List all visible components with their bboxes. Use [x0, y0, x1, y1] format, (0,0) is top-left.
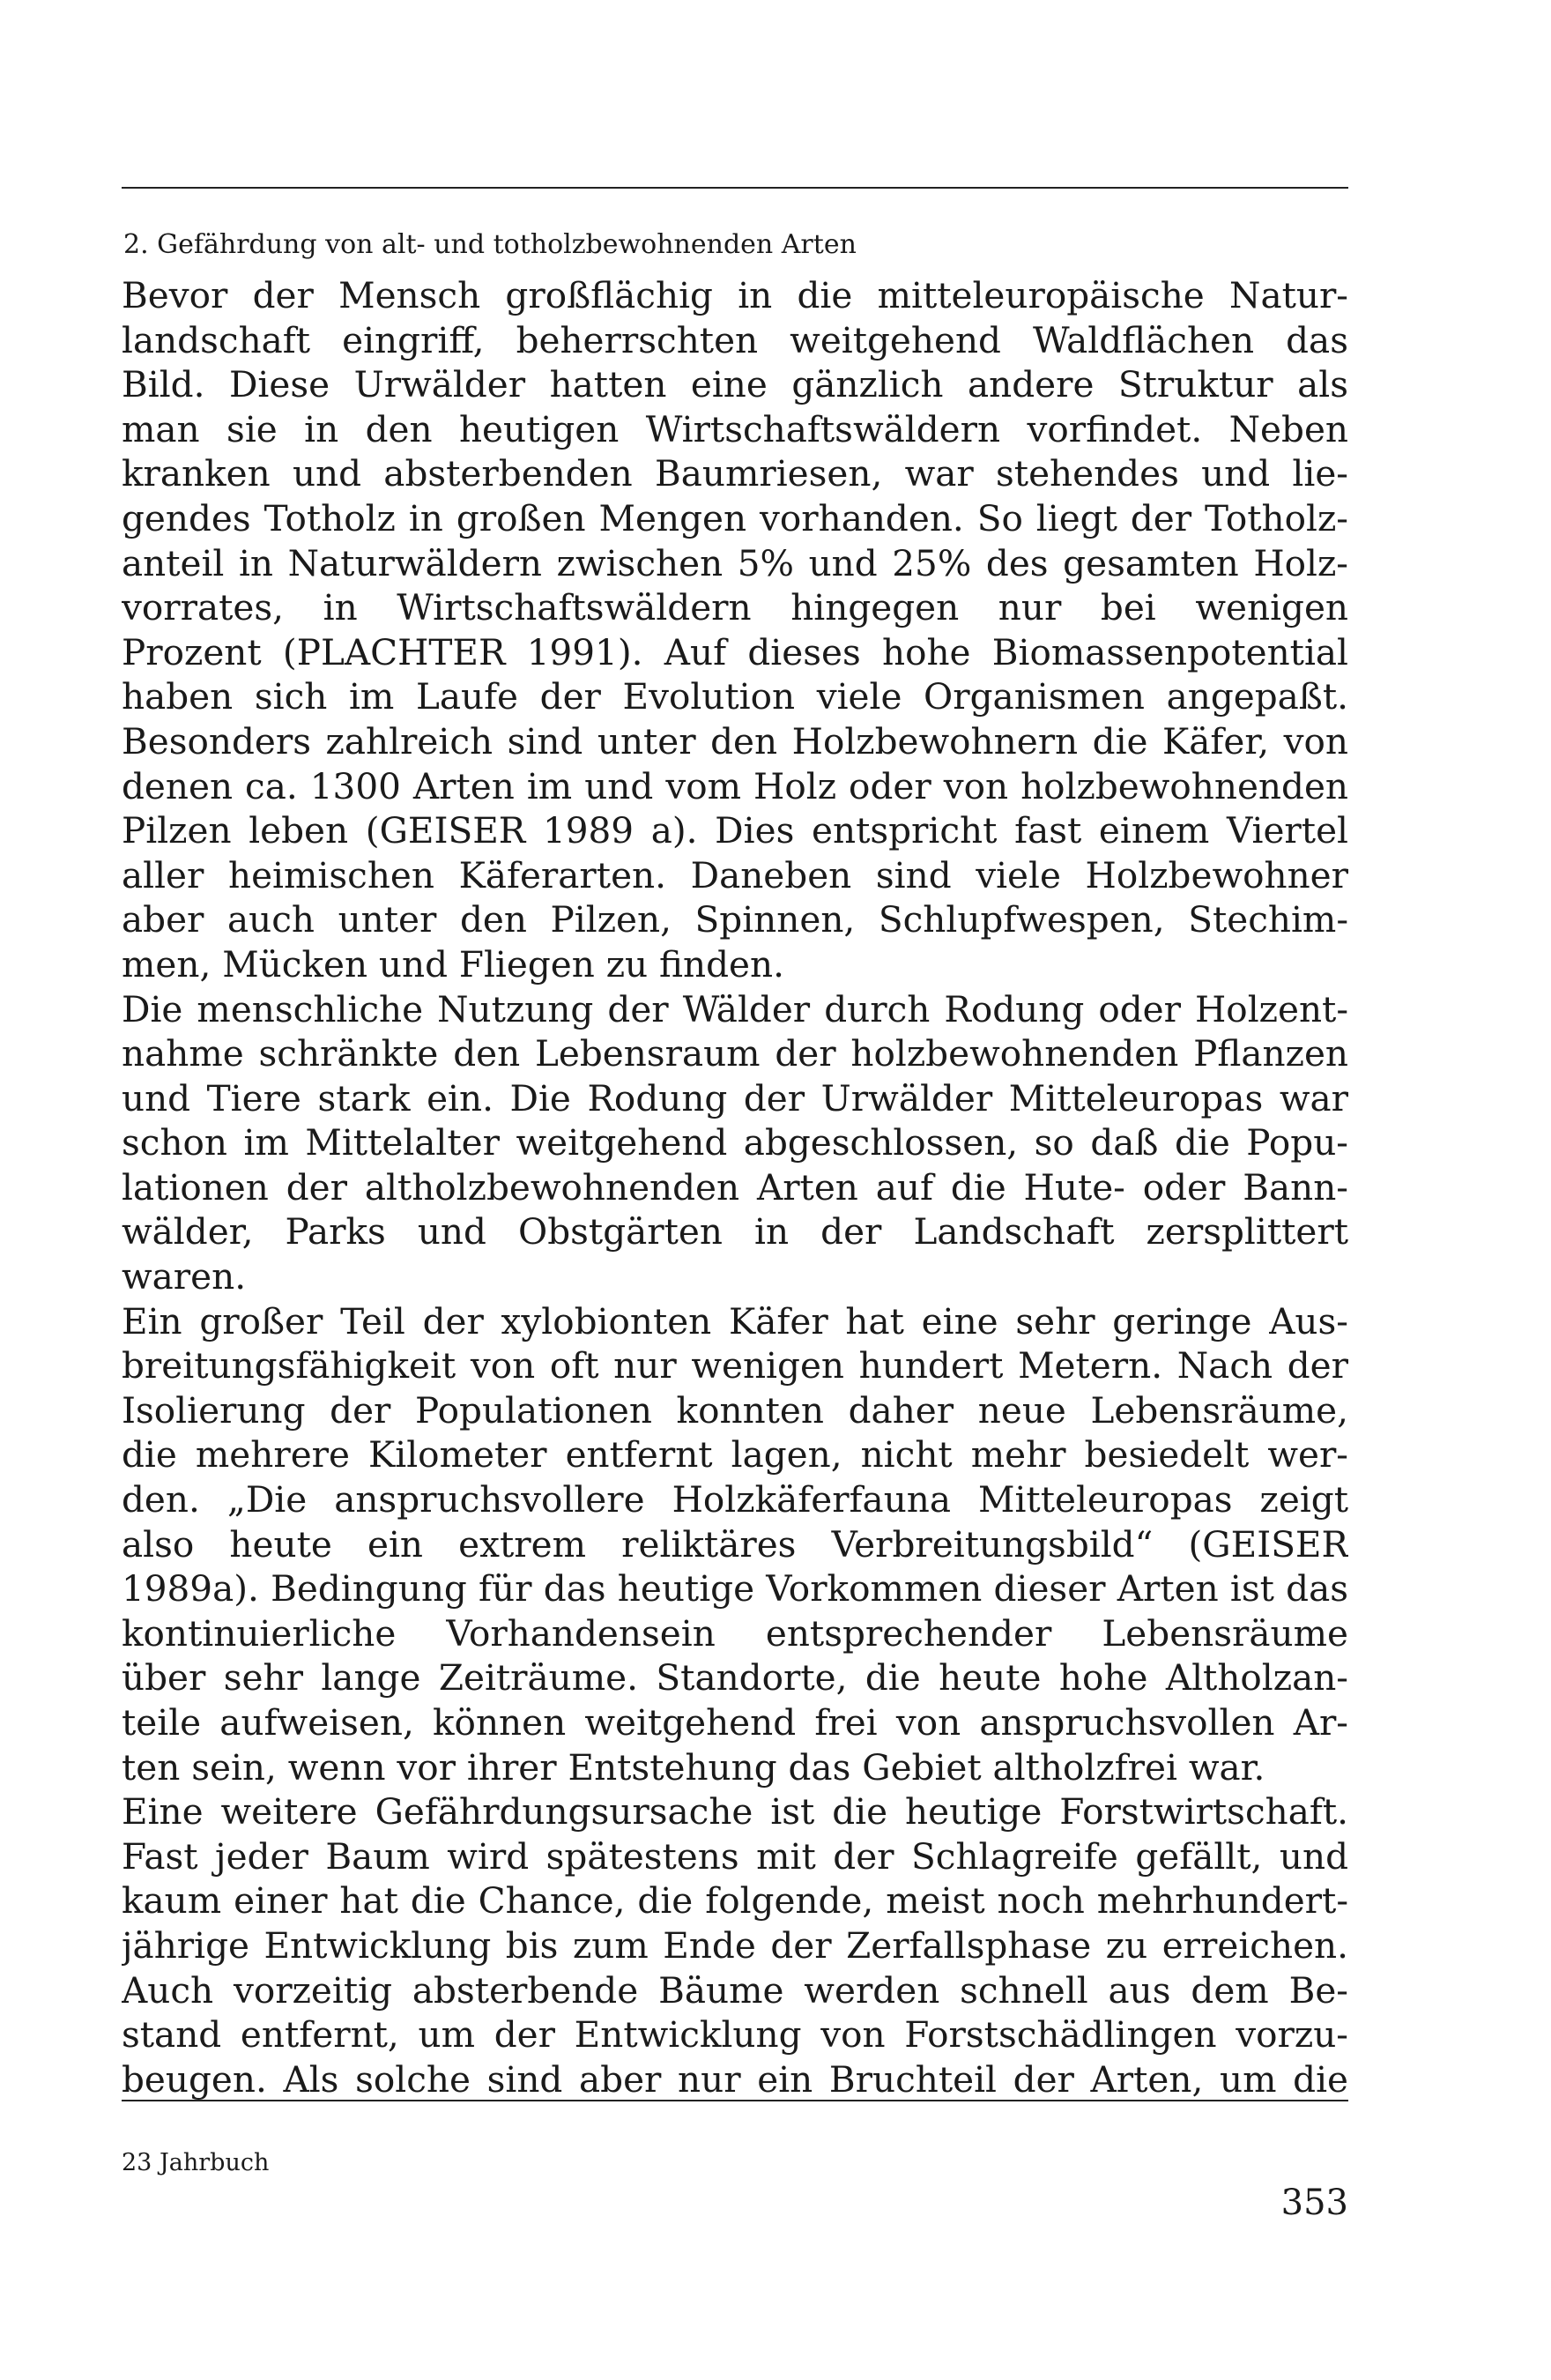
text-line: schon im Mittelalter weitgehend abgeschlossen, so daß die Popu-	[122, 1121, 1348, 1164]
body-text	[122, 273, 1348, 2101]
text-line: Ein großer Teil der xylobionten Käfer hat eine sehr geringe Aus-	[122, 1299, 1348, 1342]
text-line: stand entfernt, um der Entwicklung von Forstschädlingen vorzu-	[122, 2013, 1348, 2056]
text-line: landschaft eingriff, beherrschten weitgehend Waldflächen das	[122, 318, 1348, 361]
text-line: Bevor der Mensch großflächig in die mitteleuropäische Natur-	[122, 274, 1348, 316]
signature-mark: 23 Jahrbuch	[122, 2149, 270, 2176]
text-line: den. „Die anspruchsvollere Holzkäferfauna Mitteleuropas zeigt	[122, 1478, 1348, 1521]
text-line: anteil in Naturwäldern zwischen 5% und 25% des gesamten Holz-	[122, 541, 1348, 584]
text-line: kranken und absterbenden Baumriesen, war stehendes und lie-	[122, 452, 1348, 495]
text-line: man sie in den heutigen Wirtschaftswäldern vorfindet. Neben	[122, 407, 1348, 450]
text-line: vorrates, in Wirtschaftswäldern hingegen nur bei wenigen	[122, 586, 1348, 629]
section-heading: 2. Gefährdung von alt- und totholzbewohnenden Arten	[123, 229, 857, 260]
text-line: aller heimischen Käferarten. Daneben sind viele Holzbewohner	[122, 853, 1348, 896]
text-line: also heute ein extrem reliktäres Verbreitungsbild“ (GEISER	[122, 1522, 1348, 1566]
text-line: aber auch unter den Pilzen, Spinnen, Schlupfwespen, Stechim-	[122, 898, 1348, 941]
text-line: waren.	[122, 1255, 247, 1298]
text-line: 1989a). Bedingung für das heutige Vorkommen dieser Arten ist das	[122, 1567, 1348, 1610]
text-line: Die menschliche Nutzung der Wälder durch Rodung oder Holzent-	[122, 987, 1348, 1030]
text-line: Besonders zahlreich sind unter den Holzbewohnern die Käfer, von	[122, 719, 1348, 762]
text-line: kontinuierliche Vorhandensein entsprechender Lebensräume	[122, 1611, 1348, 1655]
text-line: teile aufweisen, können weitgehend frei von anspruchsvollen Ar-	[122, 1701, 1348, 1744]
text-line: ten sein, wenn vor ihrer Entstehung das Gebiet altholzfrei war.	[122, 1745, 1265, 1789]
text-line: Isolierung der Populationen konnten daher neue Lebensräume,	[122, 1388, 1348, 1432]
text-line: über sehr lange Zeiträume. Standorte, die heute hohe Altholzan-	[122, 1656, 1348, 1699]
text-line: die mehrere Kilometer entfernt lagen, nicht mehr besiedelt wer-	[122, 1433, 1348, 1476]
text-line: Fast jeder Baum wird spätestens mit der Schlagreife gefällt, und	[122, 1834, 1348, 1878]
text-line: Bild. Diese Urwälder hatten eine gänzlich andere Struktur als	[122, 363, 1348, 406]
text-line: nahme schränkte den Lebensraum der holzbewohnenden Pflanzen	[122, 1032, 1348, 1075]
text-line: und Tiere stark ein. Die Rodung der Urwälder Mitteleuropas war	[122, 1076, 1348, 1119]
top-rule	[122, 187, 1348, 189]
text-line: Auch vorzeitig absterbende Bäume werden schnell aus dem Be-	[122, 1968, 1348, 2012]
bottom-rule	[122, 2100, 1348, 2101]
text-line: gendes Totholz in großen Mengen vorhanden. So liegt der Totholz-	[122, 496, 1348, 539]
page-number: 353	[1280, 2183, 1348, 2223]
text-line: breitungsfähigkeit von oft nur wenigen hundert Metern. Nach der	[122, 1344, 1348, 1387]
text-line: men, Mücken und Fliegen zu finden.	[122, 942, 784, 985]
text-line: beugen. Als solche sind aber nur ein Bruchteil der Arten, um die	[122, 2057, 1348, 2101]
text-line: wälder, Parks und Obstgärten in der Landschaft zersplittert	[122, 1210, 1348, 1253]
text-line: lationen der altholzbewohnenden Arten auf die Hute- oder Bann-	[122, 1165, 1348, 1209]
text-line: kaum einer hat die Chance, die folgende, meist noch mehrhundert-	[122, 1879, 1348, 1923]
text-line: haben sich im Laufe der Evolution viele Organismen angepaßt.	[122, 675, 1348, 718]
text-line: denen ca. 1300 Arten im und vom Holz oder von holzbewohnenden	[122, 764, 1348, 807]
text-line: Eine weitere Gefährdungsursache ist die heutige Forstwirtschaft.	[122, 1790, 1348, 1833]
text-line: jährige Entwicklung bis zum Ende der Zerfallsphase zu erreichen.	[122, 1923, 1348, 1967]
text-line: Prozent (PLACHTER 1991). Auf dieses hohe Biomassenpotential	[122, 630, 1348, 673]
text-line: Pilzen leben (GEISER 1989 a). Dies entspricht fast einem Viertel	[122, 809, 1348, 852]
